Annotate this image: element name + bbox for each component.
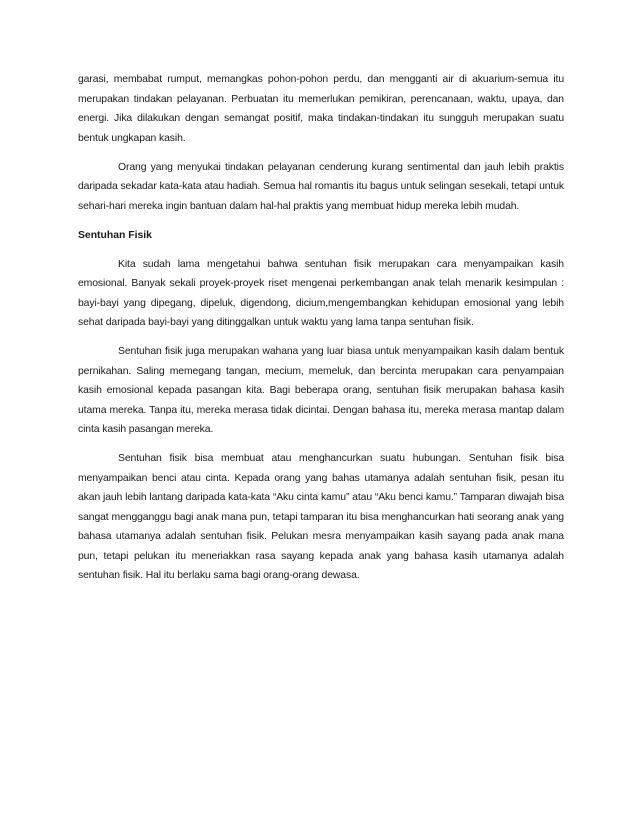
paragraph-physical-touch-marriage: Sentuhan fisik juga merupakan wahana yang luar biasa untuk menyampaikan kasih dalam bentuk pernikahan. Saling memegang tangan, mecium, memeluk, dan bercinta merupakan cara penyampaian kasih emosional kepada pasangan kita. Bagi beberapa orang, sentuhan fisik merupakan bahasa kasih utama mereka. Tanpa itu, mereka merasa tidak dicintai. Dengan bahasa itu, mereka merasa mantap dalam cinta kasih pasangan mereka. xyxy=(78,346,564,435)
paragraph-physical-touch-intro: Kita sudah lama mengetahui bahwa sentuhan fisik merupakan cara menyampaikan kasih emosional. Banyak sekali proyek-proyek riset mengenai perkembangan anak telah menarik kesimpulan : bayi-bayi yang dipegang, dipeluk, digendong, dicium,mengembangkan kehidupan emosional yang lebih sehat daripada bayi-bayi yang ditinggalkan untuk waktu yang lama tanpa sentuhan fisik. xyxy=(78,258,564,328)
document-page xyxy=(78,70,564,595)
paragraph-physical-touch-relationship: Sentuhan fisik bisa membuat atau menghancurkan suatu hubungan. Sentuhan fisik bisa menyampaikan benci atau cinta. Kepada orang yang bahas utamanya adalah sentuhan fisik, pesan itu akan jauh lebih lantang daripada kata-kata “Aku cinta kamu” atau “Aku benci kamu.” Tamparan diwajah bisa sangat mengganggu bagi anak mana pun, tetapi tamparan itu bisa menghancurkan hati seorang anak yang bahasa utamanya adalah sentuhan fisik. Pelukan mesra menyampaikan kasih sayang pada anak mana pun, tetapi pelukan itu meneriakkan rasa sayang kepada anak yang bahasa kasih utamanya adalah sentuhan fisik. Hal itu berlaku sama bagi orang-orang dewasa. xyxy=(78,453,564,581)
paragraph-acts-of-service-continued: garasi, membabat rumput, memangkas pohon-pohon perdu, dan mengganti air di akuarium-semua itu merupakan tindakan pelayanan. Perbuatan itu memerlukan pemikiran, perencanaan, waktu, upaya, dan energi. Jika dilakukan dengan semangat positif, maka tindakan-tindakan itu sungguh merupakan suatu bentuk ungkapan kasih. xyxy=(78,74,564,144)
section-heading: Sentuhan Fisik xyxy=(78,229,152,241)
paragraph-acts-of-service-practical: Orang yang menyukai tindakan pelayanan cenderung kurang sentimental dan jauh lebih praktis daripada sekadar kata-kata atau hadiah. Semua hal romantis itu bagus untuk selingan sesekali, tetapi untuk sehari-hari mereka ingin bantuan dalam hal-hal praktis yang membuat hidup mereka lebih mudah. xyxy=(78,161,564,212)
